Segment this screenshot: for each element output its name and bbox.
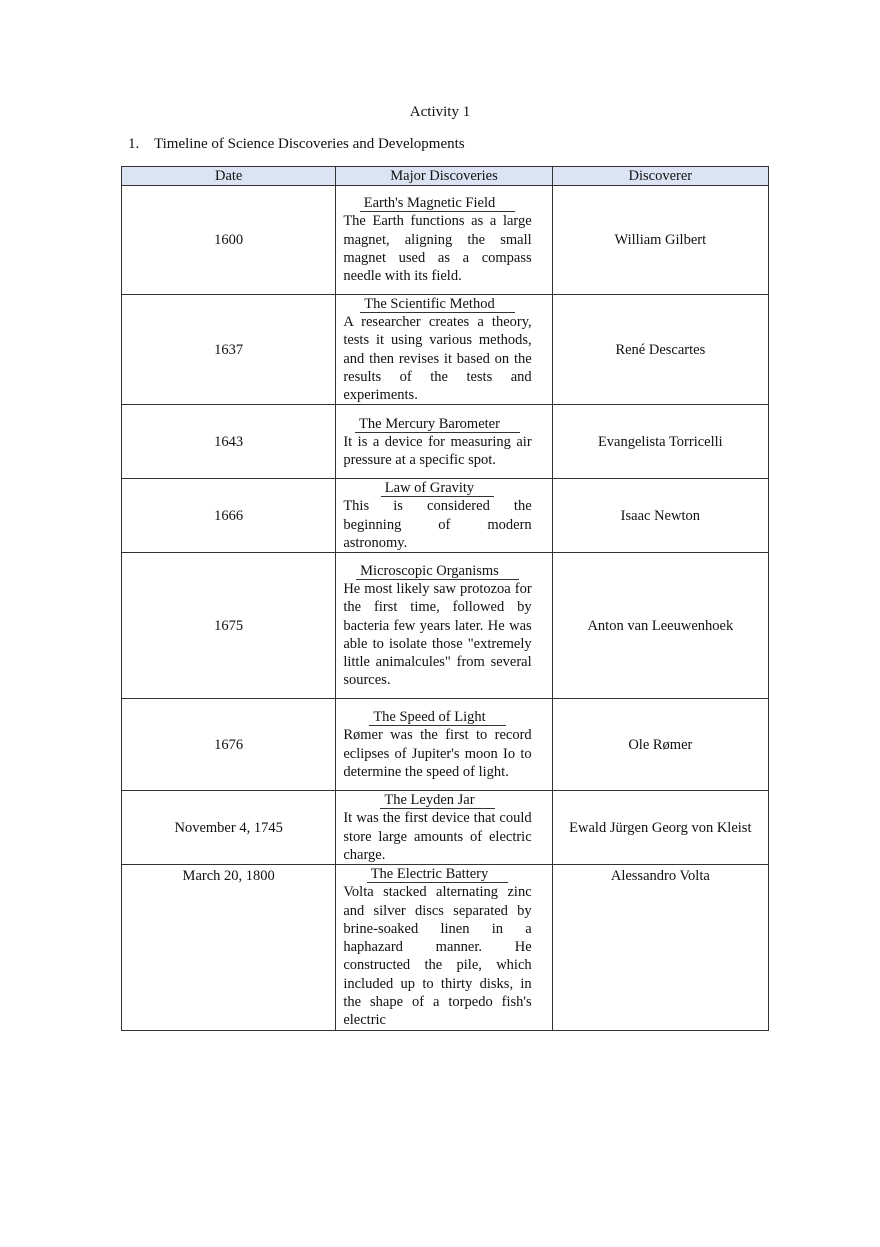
table-row <box>122 791 769 865</box>
date-cell: 1676 <box>122 699 336 791</box>
section-heading <box>128 136 465 153</box>
date-cell: 1637 <box>122 295 336 405</box>
discovery-title: The Mercury Barometer <box>355 416 520 433</box>
date-cell: 1643 <box>122 405 336 479</box>
table-row <box>122 405 769 479</box>
activity-title: Activity 1 <box>409 104 471 120</box>
discoverer-cell: Ole Rømer <box>552 699 768 791</box>
section-title: Timeline of Science Discoveries and Developments <box>154 136 465 152</box>
discovery-title: Microscopic Organisms <box>356 563 519 580</box>
discovery-description: He most likely saw protozoa for the first time, followed by bacteria few years later. He was able to isolate those "extremely little animalcules" from several sources. <box>343 580 532 689</box>
discovery-description: A researcher creates a theory, tests it using various methods, and then revises it based on the results of the tests and experiments. <box>343 314 532 404</box>
date-cell: 1675 <box>122 553 336 699</box>
table-header-row <box>122 167 769 186</box>
table-row <box>122 186 769 295</box>
discovery-cell <box>336 186 552 295</box>
header-major-discoveries: Major Discoveries <box>336 167 552 186</box>
discovery-description: The Earth functions as a large magnet, aligning the small magnet used as a compass needle with its field. <box>343 213 532 285</box>
discovery-description: It was the first device that could store large amounts of electric charge. <box>343 810 532 863</box>
discovery-cell <box>336 405 552 479</box>
discovery-cell <box>336 791 552 865</box>
discovery-cell <box>336 699 552 791</box>
discovery-description: Volta stacked alternating zinc and silver discs separated by brine-soaked linen in a haphazard manner. He constructed the pile, which included up to thirty disks, in the shape of a torpedo fish's electric <box>343 884 532 1029</box>
discovery-description: It is a device for measuring air pressure at a specific spot. <box>343 433 532 468</box>
discoverer-cell: William Gilbert <box>552 186 768 295</box>
discovery-title: The Scientific Method <box>360 296 514 313</box>
discoverer-cell: René Descartes <box>552 295 768 405</box>
discovery-title: The Speed of Light <box>369 709 505 726</box>
date-cell: 1666 <box>122 479 336 553</box>
date-cell: March 20, 1800 <box>122 865 336 1030</box>
table-row <box>122 295 769 405</box>
discovery-title: The Electric Battery <box>367 866 509 883</box>
discoverer-cell: Alessandro Volta <box>552 865 768 1030</box>
discovery-title: Law of Gravity <box>381 480 494 497</box>
table-row <box>122 865 769 1030</box>
table-row <box>122 479 769 553</box>
discovery-cell <box>336 865 552 1030</box>
discoverer-cell: Evangelista Torricelli <box>552 405 768 479</box>
table-row <box>122 553 769 699</box>
date-cell: November 4, 1745 <box>122 791 336 865</box>
discovery-description: Rømer was the first to record eclipses of Jupiter's moon Io to determine the speed of light. <box>343 727 532 781</box>
header-discoverer: Discoverer <box>552 167 768 186</box>
discovery-cell <box>336 479 552 553</box>
section-number: 1. <box>128 136 140 152</box>
discoverer-cell: Isaac Newton <box>552 479 768 553</box>
discovery-title: Earth's Magnetic Field <box>360 195 515 212</box>
table-row <box>122 699 769 791</box>
discovery-cell <box>336 553 552 699</box>
header-date: Date <box>122 167 336 186</box>
discovery-cell <box>336 295 552 405</box>
date-cell: 1600 <box>122 186 336 295</box>
discoverer-cell: Anton van Leeuwenhoek <box>552 553 768 699</box>
timeline-table <box>121 166 769 1031</box>
discoverer-cell: Ewald Jürgen Georg von Kleist <box>552 791 768 865</box>
discovery-description: This is considered the beginning of modern astronomy. <box>343 498 532 552</box>
discovery-title: The Leyden Jar <box>380 792 494 809</box>
